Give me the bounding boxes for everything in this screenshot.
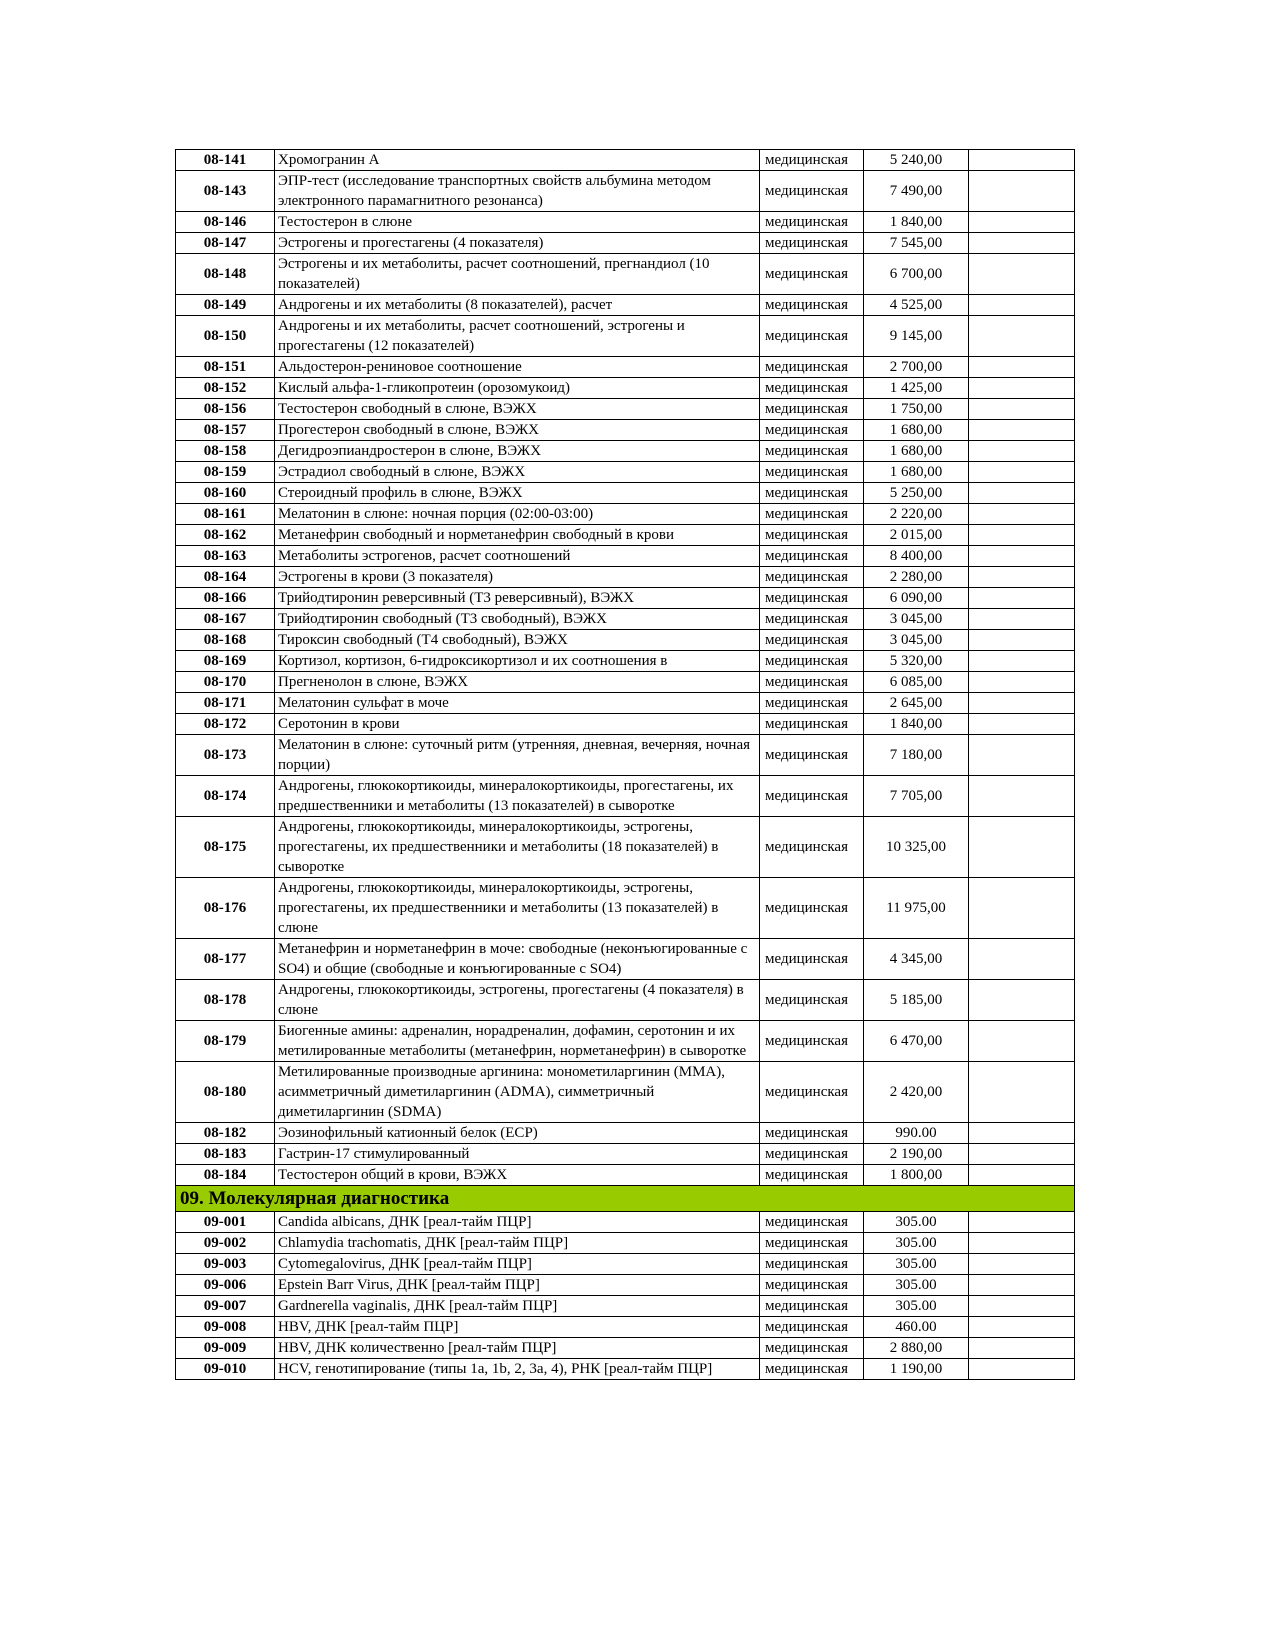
service-code: 09-009: [176, 1338, 275, 1359]
extra-cell: [969, 1296, 1075, 1317]
service-code: 08-176: [176, 878, 275, 939]
table-row: [176, 462, 1075, 483]
table-row: [176, 1165, 1075, 1186]
extra-cell: [969, 420, 1075, 441]
service-name: Мелатонин сульфат в моче: [275, 693, 760, 714]
service-price: 8 400,00: [864, 546, 969, 567]
service-name: Gardnerella vaginalis, ДНК [реал-тайм ПЦР]: [275, 1296, 760, 1317]
service-type: медицинская: [760, 1123, 864, 1144]
service-name: Андрогены, глюкокортикоиды, минералокортикоиды, прогестагены, их предшественники и метаболиты (13 показателей) в сыворотке: [275, 776, 760, 817]
extra-cell: [969, 1233, 1075, 1254]
table-row: [176, 735, 1075, 776]
service-price: 1 680,00: [864, 420, 969, 441]
service-code: 08-164: [176, 567, 275, 588]
service-name: Андрогены, глюкокортикоиды, эстрогены, прогестагены (4 показателя) в слюне: [275, 980, 760, 1021]
service-code: 08-184: [176, 1165, 275, 1186]
extra-cell: [969, 588, 1075, 609]
service-price: 7 180,00: [864, 735, 969, 776]
service-name: Эстрогены и прогестагены (4 показателя): [275, 233, 760, 254]
service-name: Андрогены, глюкокортикоиды, минералокортикоиды, эстрогены, прогестагены, их предшественники и метаболиты (18 показателей) в сыворотке: [275, 817, 760, 878]
service-price: 11 975,00: [864, 878, 969, 939]
service-price: 1 680,00: [864, 441, 969, 462]
service-price: 7 490,00: [864, 171, 969, 212]
service-name: Дегидроэпиандростерон в слюне, ВЭЖХ: [275, 441, 760, 462]
service-type: медицинская: [760, 233, 864, 254]
service-code: 08-148: [176, 254, 275, 295]
service-type: медицинская: [760, 150, 864, 171]
service-type: медицинская: [760, 441, 864, 462]
service-name: Серотонин в крови: [275, 714, 760, 735]
service-type: медицинская: [760, 588, 864, 609]
service-price: 2 645,00: [864, 693, 969, 714]
service-name: Альдостерон-рениновое соотношение: [275, 357, 760, 378]
price-list-sheet: [175, 149, 1074, 1380]
service-name: Биогенные амины: адреналин, норадреналин, дофамин, серотонин и их метилированные метаболиты (метанефрин, норметанефрин) в сыворотке: [275, 1021, 760, 1062]
service-code: 08-182: [176, 1123, 275, 1144]
extra-cell: [969, 504, 1075, 525]
service-price: 1 800,00: [864, 1165, 969, 1186]
service-price: 4 525,00: [864, 295, 969, 316]
price-table-body-molecular: [176, 1212, 1075, 1380]
service-price: 2 420,00: [864, 1062, 969, 1123]
table-row: [176, 980, 1075, 1021]
service-name: HBV, ДНК [реал-тайм ПЦР]: [275, 1317, 760, 1338]
extra-cell: [969, 462, 1075, 483]
service-code: 09-007: [176, 1296, 275, 1317]
service-type: медицинская: [760, 630, 864, 651]
table-row: [176, 630, 1075, 651]
extra-cell: [969, 1317, 1075, 1338]
service-name: Тестостерон общий в крови, ВЭЖХ: [275, 1165, 760, 1186]
service-price: 305.00: [864, 1275, 969, 1296]
service-type: медицинская: [760, 1359, 864, 1380]
service-code: 08-152: [176, 378, 275, 399]
service-code: 09-006: [176, 1275, 275, 1296]
service-code: 08-147: [176, 233, 275, 254]
table-row: [176, 672, 1075, 693]
service-price: 1 840,00: [864, 714, 969, 735]
service-code: 09-010: [176, 1359, 275, 1380]
service-type: медицинская: [760, 504, 864, 525]
service-price: 5 250,00: [864, 483, 969, 504]
table-row: [176, 1338, 1075, 1359]
service-price: 5 240,00: [864, 150, 969, 171]
service-type: медицинская: [760, 546, 864, 567]
service-price: 305.00: [864, 1233, 969, 1254]
service-price: 305.00: [864, 1212, 969, 1233]
service-type: медицинская: [760, 212, 864, 233]
table-row: [176, 441, 1075, 462]
service-code: 09-003: [176, 1254, 275, 1275]
service-code: 08-162: [176, 525, 275, 546]
extra-cell: [969, 212, 1075, 233]
service-name: Стероидный профиль в слюне, ВЭЖХ: [275, 483, 760, 504]
service-code: 08-159: [176, 462, 275, 483]
service-name: Epstein Barr Virus, ДНК [реал-тайм ПЦР]: [275, 1275, 760, 1296]
extra-cell: [969, 525, 1075, 546]
service-price: 6 470,00: [864, 1021, 969, 1062]
service-type: медицинская: [760, 1165, 864, 1186]
service-type: медицинская: [760, 1317, 864, 1338]
service-code: 08-143: [176, 171, 275, 212]
extra-cell: [969, 939, 1075, 980]
service-name: Тироксин свободный (Т4 свободный), ВЭЖХ: [275, 630, 760, 651]
service-type: медицинская: [760, 651, 864, 672]
service-name: ЭПР-тест (исследование транспортных свойств альбумина методом электронного парамагнитного резонанса): [275, 171, 760, 212]
service-type: медицинская: [760, 1233, 864, 1254]
table-row: [176, 483, 1075, 504]
service-type: медицинская: [760, 609, 864, 630]
section-title: 09. Молекулярная диагностика: [176, 1186, 1075, 1212]
extra-cell: [969, 150, 1075, 171]
service-code: 08-151: [176, 357, 275, 378]
table-row: [176, 295, 1075, 316]
table-row: [176, 651, 1075, 672]
service-type: медицинская: [760, 295, 864, 316]
service-code: 08-173: [176, 735, 275, 776]
table-row: [176, 1233, 1075, 1254]
service-price: 2 220,00: [864, 504, 969, 525]
service-price: 2 700,00: [864, 357, 969, 378]
service-name: Chlamydia trachomatis, ДНК [реал-тайм ПЦР]: [275, 1233, 760, 1254]
service-price: 7 705,00: [864, 776, 969, 817]
service-type: медицинская: [760, 735, 864, 776]
table-row: [176, 939, 1075, 980]
table-row: [176, 546, 1075, 567]
extra-cell: [969, 1212, 1075, 1233]
service-type: медицинская: [760, 316, 864, 357]
service-name: Метаболиты эстрогенов, расчет соотношений: [275, 546, 760, 567]
service-name: Мелатонин в слюне: ночная порция (02:00-03:00): [275, 504, 760, 525]
extra-cell: [969, 233, 1075, 254]
service-type: медицинская: [760, 939, 864, 980]
service-code: 08-146: [176, 212, 275, 233]
service-type: медицинская: [760, 980, 864, 1021]
service-name: HCV, генотипирование (типы 1a, 1b, 2, 3a, 4), РНК [реал-тайм ПЦР]: [275, 1359, 760, 1380]
service-code: 09-001: [176, 1212, 275, 1233]
extra-cell: [969, 609, 1075, 630]
extra-cell: [969, 630, 1075, 651]
extra-cell: [969, 1021, 1075, 1062]
service-name: Гастрин-17 стимулированный: [275, 1144, 760, 1165]
service-code: 09-002: [176, 1233, 275, 1254]
table-row: [176, 817, 1075, 878]
table-row: [176, 693, 1075, 714]
extra-cell: [969, 171, 1075, 212]
service-name: Эстрогены и их метаболиты, расчет соотношений, прегнандиол (10 показателей): [275, 254, 760, 295]
section-header-row: [176, 1186, 1075, 1212]
service-type: медицинская: [760, 462, 864, 483]
service-name: Кортизол, кортизон, 6-гидроксикортизол и их соотношения в: [275, 651, 760, 672]
service-name: Прегненолон в слюне, ВЭЖХ: [275, 672, 760, 693]
service-code: 08-175: [176, 817, 275, 878]
table-row: [176, 1144, 1075, 1165]
service-code: 08-163: [176, 546, 275, 567]
service-type: медицинская: [760, 672, 864, 693]
extra-cell: [969, 357, 1075, 378]
table-row: [176, 1296, 1075, 1317]
extra-cell: [969, 651, 1075, 672]
extra-cell: [969, 1254, 1075, 1275]
service-name: Мелатонин в слюне: суточный ритм (утренняя, дневная, вечерняя, ночная порции): [275, 735, 760, 776]
extra-cell: [969, 735, 1075, 776]
extra-cell: [969, 1275, 1075, 1296]
service-price: 3 045,00: [864, 609, 969, 630]
service-type: медицинская: [760, 1144, 864, 1165]
service-price: 460.00: [864, 1317, 969, 1338]
extra-cell: [969, 878, 1075, 939]
table-row: [176, 254, 1075, 295]
table-row: [176, 1359, 1075, 1380]
service-type: медицинская: [760, 1212, 864, 1233]
service-name: Метилированные производные аргинина: монометиларгинин (MMA), асимметричный диметиларгинин (ADMA), симметричный диметиларгинин (SDMA): [275, 1062, 760, 1123]
service-type: медицинская: [760, 171, 864, 212]
table-row: [176, 504, 1075, 525]
service-type: медицинская: [760, 567, 864, 588]
service-name: Трийодтиронин свободный (Т3 свободный), ВЭЖХ: [275, 609, 760, 630]
extra-cell: [969, 714, 1075, 735]
service-name: Хромогранин А: [275, 150, 760, 171]
service-price: 9 145,00: [864, 316, 969, 357]
table-row: [176, 1021, 1075, 1062]
service-code: 08-180: [176, 1062, 275, 1123]
service-type: медицинская: [760, 420, 864, 441]
service-price: 5 320,00: [864, 651, 969, 672]
service-price: 4 345,00: [864, 939, 969, 980]
extra-cell: [969, 980, 1075, 1021]
service-code: 08-183: [176, 1144, 275, 1165]
service-name: Эстрогены в крови (3 показателя): [275, 567, 760, 588]
service-type: медицинская: [760, 714, 864, 735]
table-row: [176, 357, 1075, 378]
table-row: [176, 212, 1075, 233]
service-type: медицинская: [760, 525, 864, 546]
service-price: 305.00: [864, 1254, 969, 1275]
extra-cell: [969, 399, 1075, 420]
service-price: 1 750,00: [864, 399, 969, 420]
extra-cell: [969, 441, 1075, 462]
table-row: [176, 420, 1075, 441]
table-row: [176, 150, 1075, 171]
table-row: [176, 609, 1075, 630]
service-price: 2 190,00: [864, 1144, 969, 1165]
service-price: 7 545,00: [864, 233, 969, 254]
table-row: [176, 378, 1075, 399]
extra-cell: [969, 567, 1075, 588]
table-row: [176, 1275, 1075, 1296]
service-type: медицинская: [760, 1275, 864, 1296]
service-code: 08-156: [176, 399, 275, 420]
service-code: 08-170: [176, 672, 275, 693]
service-type: медицинская: [760, 776, 864, 817]
service-code: 08-141: [176, 150, 275, 171]
table-row: [176, 1123, 1075, 1144]
service-name: HBV, ДНК количественно [реал-тайм ПЦР]: [275, 1338, 760, 1359]
service-price: 2 880,00: [864, 1338, 969, 1359]
service-name: Кислый альфа-1-гликопротеин (орозомукоид): [275, 378, 760, 399]
service-price: 6 090,00: [864, 588, 969, 609]
service-type: медицинская: [760, 1062, 864, 1123]
service-name: Метанефрин свободный и норметанефрин свободный в крови: [275, 525, 760, 546]
service-price: 3 045,00: [864, 630, 969, 651]
service-name: Cytomegalovirus, ДНК [реал-тайм ПЦР]: [275, 1254, 760, 1275]
service-code: 08-149: [176, 295, 275, 316]
extra-cell: [969, 776, 1075, 817]
service-code: 08-167: [176, 609, 275, 630]
service-name: Прогестерон свободный в слюне, ВЭЖХ: [275, 420, 760, 441]
service-code: 08-166: [176, 588, 275, 609]
price-table: [175, 149, 1075, 1380]
service-code: 08-172: [176, 714, 275, 735]
price-table-body: [176, 150, 1075, 1186]
table-row: [176, 567, 1075, 588]
service-price: 2 280,00: [864, 567, 969, 588]
service-price: 6 085,00: [864, 672, 969, 693]
table-row: [176, 1254, 1075, 1275]
extra-cell: [969, 546, 1075, 567]
service-name: Трийодтиронин реверсивный (Т3 реверсивный), ВЭЖХ: [275, 588, 760, 609]
service-code: 08-171: [176, 693, 275, 714]
service-code: 08-177: [176, 939, 275, 980]
service-name: Метанефрин и норметанефрин в моче: свободные (неконъюгированные с SO4) и общие (свободные и конъюгированные с SO4): [275, 939, 760, 980]
service-code: 08-169: [176, 651, 275, 672]
table-row: [176, 171, 1075, 212]
service-code: 08-174: [176, 776, 275, 817]
service-code: 08-179: [176, 1021, 275, 1062]
service-price: 10 325,00: [864, 817, 969, 878]
service-code: 09-008: [176, 1317, 275, 1338]
extra-cell: [969, 672, 1075, 693]
service-name: Эозинофильный катионный белок (ECP): [275, 1123, 760, 1144]
service-name: Андрогены, глюкокортикоиды, минералокортикоиды, эстрогены, прогестагены, их предшественники и метаболиты (13 показателей) в слюне: [275, 878, 760, 939]
service-name: Candida albicans, ДНК [реал-тайм ПЦР]: [275, 1212, 760, 1233]
service-type: медицинская: [760, 1338, 864, 1359]
extra-cell: [969, 316, 1075, 357]
table-row: [176, 776, 1075, 817]
service-type: медицинская: [760, 1254, 864, 1275]
service-name: Эстрадиол свободный в слюне, ВЭЖХ: [275, 462, 760, 483]
extra-cell: [969, 817, 1075, 878]
service-code: 08-150: [176, 316, 275, 357]
service-name: Андрогены и их метаболиты (8 показателей), расчет: [275, 295, 760, 316]
table-row: [176, 714, 1075, 735]
table-row: [176, 233, 1075, 254]
service-type: медицинская: [760, 817, 864, 878]
service-price: 1 840,00: [864, 212, 969, 233]
service-code: 08-161: [176, 504, 275, 525]
service-price: 6 700,00: [864, 254, 969, 295]
table-row: [176, 525, 1075, 546]
service-type: медицинская: [760, 1296, 864, 1317]
table-row: [176, 1317, 1075, 1338]
service-price: 305.00: [864, 1296, 969, 1317]
service-type: медицинская: [760, 399, 864, 420]
service-code: 08-158: [176, 441, 275, 462]
service-price: 2 015,00: [864, 525, 969, 546]
extra-cell: [969, 1062, 1075, 1123]
table-row: [176, 1062, 1075, 1123]
extra-cell: [969, 1338, 1075, 1359]
service-code: 08-178: [176, 980, 275, 1021]
service-price: 1 190,00: [864, 1359, 969, 1380]
table-row: [176, 316, 1075, 357]
service-type: медицинская: [760, 357, 864, 378]
service-name: Андрогены и их метаболиты, расчет соотношений, эстрогены и прогестагены (12 показателей): [275, 316, 760, 357]
service-name: Тестостерон свободный в слюне, ВЭЖХ: [275, 399, 760, 420]
service-type: медицинская: [760, 254, 864, 295]
extra-cell: [969, 295, 1075, 316]
extra-cell: [969, 483, 1075, 504]
extra-cell: [969, 693, 1075, 714]
extra-cell: [969, 1144, 1075, 1165]
extra-cell: [969, 378, 1075, 399]
section-header-group: [176, 1186, 1075, 1212]
service-price: 1 425,00: [864, 378, 969, 399]
table-row: [176, 399, 1075, 420]
service-price: 5 185,00: [864, 980, 969, 1021]
service-type: медицинская: [760, 693, 864, 714]
extra-cell: [969, 254, 1075, 295]
service-code: 08-160: [176, 483, 275, 504]
service-price: 1 680,00: [864, 462, 969, 483]
service-code: 08-157: [176, 420, 275, 441]
service-type: медицинская: [760, 1021, 864, 1062]
table-row: [176, 588, 1075, 609]
extra-cell: [969, 1165, 1075, 1186]
extra-cell: [969, 1359, 1075, 1380]
service-code: 08-168: [176, 630, 275, 651]
table-row: [176, 1212, 1075, 1233]
service-type: медицинская: [760, 878, 864, 939]
service-price: 990.00: [864, 1123, 969, 1144]
service-type: медицинская: [760, 483, 864, 504]
service-name: Тестостерон в слюне: [275, 212, 760, 233]
service-type: медицинская: [760, 378, 864, 399]
table-row: [176, 878, 1075, 939]
extra-cell: [969, 1123, 1075, 1144]
